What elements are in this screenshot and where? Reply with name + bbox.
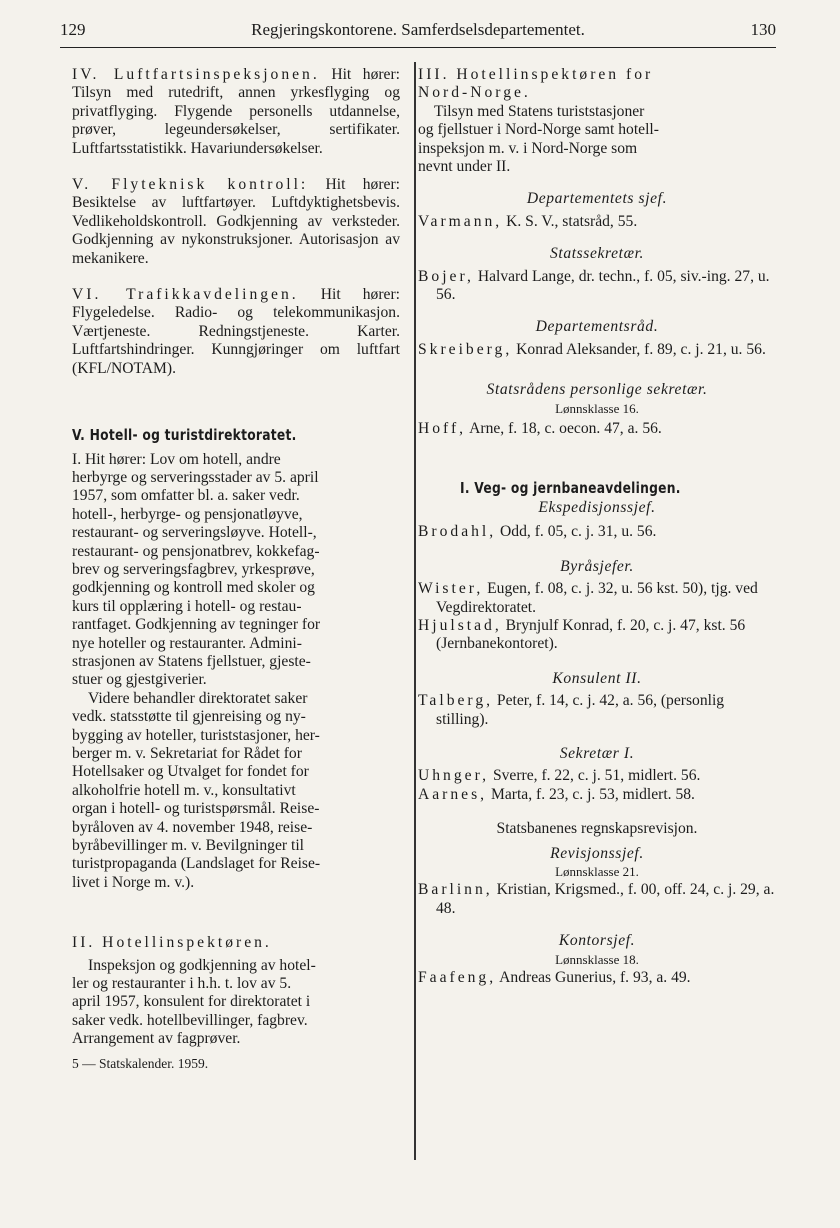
person-details: Konrad Aleksander, f. 89, c. j. 21, u. 56. bbox=[516, 340, 766, 358]
person-entry bbox=[418, 881, 776, 918]
person-details: Halvard Lange, dr. techn., f. 05, siv.-ing. 27, u. 56. bbox=[436, 267, 770, 304]
person-entry bbox=[418, 268, 776, 305]
title-kontorsjef: Kontorsjef. bbox=[558, 932, 636, 950]
person-name: Wister, bbox=[418, 580, 484, 598]
section-heading: VI. Trafikkavdelingen. bbox=[72, 286, 299, 304]
text-line: Tilsyn med Statens turiststasjoner bbox=[434, 102, 645, 120]
text-line: saker vedk. hotellbevillinger, fagbrev. bbox=[72, 1011, 308, 1029]
hotellinspektoren-text bbox=[72, 957, 400, 1049]
running-title: Regjeringskontorene. Samferdselsdepartementet. bbox=[251, 20, 585, 39]
person-details: Odd, f. 05, c. j. 31, u. 56. bbox=[500, 523, 657, 541]
title-konsulent: Konsulent II. bbox=[552, 669, 642, 687]
header-rule bbox=[60, 47, 776, 48]
text-line: turistpropaganda (Landslaget for Reise- bbox=[72, 855, 321, 873]
right-column bbox=[418, 66, 776, 987]
person-entry bbox=[418, 420, 776, 438]
nord-norge-text bbox=[418, 103, 776, 177]
title-revisjonssjef: Revisjonssjef. bbox=[550, 844, 644, 862]
chapter-heading-hotell: V. Hotell- og turistdirektoratet. bbox=[72, 426, 297, 445]
salary-class: Lønnsklasse 16. bbox=[555, 400, 639, 416]
person-entry bbox=[418, 617, 776, 654]
text-line: bygging av hoteller, turiststasjoner, her- bbox=[72, 726, 320, 744]
hotell-paragraph-2 bbox=[72, 690, 400, 708]
person-name: Barlinn, bbox=[418, 881, 493, 899]
section-heading-nord-norge bbox=[418, 66, 776, 103]
hotell-paragraph-2-cont bbox=[72, 708, 400, 892]
text-line: Videre behandler direktoratet saker bbox=[88, 689, 308, 707]
person-name: Uhnger, bbox=[418, 767, 490, 785]
page-footer: 5 — Statskalender. 1959. bbox=[72, 1055, 209, 1071]
heading-regnskapsrevisjon: Statsbanenes regnskapsrevisjon. bbox=[496, 820, 698, 838]
title-ekspedisjonssjef: Ekspedisjonssjef. bbox=[538, 498, 656, 516]
person-entry bbox=[418, 523, 776, 541]
page-number-right: 130 bbox=[750, 20, 776, 39]
person-details: Sverre, f. 22, c. j. 51, midlert. 56. bbox=[492, 767, 701, 785]
person-name: Bojer, bbox=[418, 267, 474, 285]
title-personlig-sekretaer: Statsrådens personlige sekretær. bbox=[486, 381, 708, 399]
section-body: Hit hører: Flygeledelse. Radio- og telekommunikasjon. Værtjeneste. Redningstjeneste. Karter. Luftfartshindringer. Kunngjøringer om luftfart (KFL/NOTAM). bbox=[72, 286, 400, 377]
section-heading: V. Flyteknisk kontroll: bbox=[72, 176, 309, 194]
hotell-paragraph-1 bbox=[72, 451, 400, 690]
section-trafikkavdelingen bbox=[72, 286, 400, 378]
text-line: inspeksjon m. v. i Nord-Norge som bbox=[418, 139, 638, 157]
text-line: byråbevillinger m. v. Bevilgninger til bbox=[72, 837, 304, 855]
text-line: kurs til opplæring i hotell- og restau- bbox=[72, 597, 302, 615]
person-details: K. S. V., statsråd, 55. bbox=[506, 212, 638, 230]
salary-class: Lønnsklasse 21. bbox=[555, 864, 639, 879]
person-entry bbox=[418, 692, 776, 729]
person-name: Hjulstad, bbox=[418, 616, 502, 634]
section-heading-hotellinspektoren: II. Hotellinspektøren. bbox=[72, 934, 272, 952]
person-details: Andreas Gunerius, f. 93, a. 49. bbox=[499, 969, 691, 987]
title-sekretaer: Sekretær I. bbox=[559, 744, 635, 762]
person-entry bbox=[418, 341, 776, 359]
person-entry bbox=[418, 786, 776, 804]
text-line: april 1957, konsulent for direktoratet i bbox=[72, 993, 311, 1011]
text-line: Arrangement av fagprøver. bbox=[72, 1030, 241, 1048]
text-line: livet i Norge m. v.). bbox=[72, 873, 195, 891]
text-line: rantfaget. Godkjenning av tegninger for bbox=[72, 616, 321, 634]
section-flyteknisk-kontroll bbox=[72, 176, 400, 268]
text-line: hotell-, herbyrge- og pensjonatløyve, bbox=[72, 505, 303, 523]
heading-line: III. Hotellinspektøren for bbox=[418, 66, 654, 83]
text-line: restaurant- og pensjonatbrev, kokkefag- bbox=[72, 542, 320, 560]
text-line: godkjenning og kontroll med skoler og bbox=[72, 579, 315, 597]
text-line: berger m. v. Sekretariat for Rådet for bbox=[72, 745, 302, 762]
text-line: stuer og gjestgiverier. bbox=[72, 671, 207, 689]
left-column bbox=[72, 66, 400, 1073]
person-entry bbox=[418, 767, 776, 785]
person-entry bbox=[418, 580, 776, 617]
text-line: byråloven av 4. november 1948, reise- bbox=[72, 818, 313, 836]
person-details: Eugen, f. 08, c. j. 32, u. 56 kst. 50), tjg. ved Vegdirektoratet. bbox=[436, 580, 758, 616]
person-name: Faafeng, bbox=[418, 969, 497, 987]
text-line: ler og restauranter i h.h. t. lov av 5. bbox=[72, 975, 292, 993]
title-departementets-sjef: Departementets sjef. bbox=[526, 190, 668, 208]
text-line: nevnt under II. bbox=[418, 158, 511, 176]
text-line: strasjonen av Statens fjellstuer, gjeste- bbox=[72, 652, 311, 670]
heading-line: Nord-Norge. bbox=[418, 84, 531, 102]
title-byrasjefer: Byråsjefer. bbox=[560, 557, 634, 575]
section-body: Hit hører: Tilsyn med rutedrift, annen yrkesflyging og privatflyging. Flygende personells utdannelse, prøver, legeundersøkelser, sertifikater. Luftfartsstatistikk. Havariundersøkelser. bbox=[72, 66, 401, 157]
title-statssekretaer: Statssekretær. bbox=[549, 245, 645, 263]
person-details: Brynjulf Konrad, f. 20, c. j. 47, kst. 56 (Jernbanekontoret). bbox=[436, 616, 746, 653]
text-line: I. Hit hører: Lov om hotell, andre bbox=[72, 450, 281, 468]
text-line: Inspeksjon og godkjenning av hotel- bbox=[88, 956, 316, 974]
person-details: Peter, f. 14, c. j. 42, a. 56, (personlig stilling). bbox=[436, 692, 725, 728]
salary-class: Lønnsklasse 18. bbox=[555, 951, 639, 967]
chapter-heading-veg-jernbane: I. Veg- og jernbaneavdelingen. bbox=[460, 478, 681, 497]
text-line: vedk. statsstøtte til gjenreising og ny- bbox=[72, 708, 306, 726]
text-line: herbyrge og serveringsstader av 5. april bbox=[72, 468, 319, 486]
text-line: organ i hotell- og turistspørsmål. Reise- bbox=[72, 800, 320, 818]
text-line: 1957, som omfatter bl. a. saker vedr. bbox=[72, 487, 300, 505]
person-details: Arne, f. 18, c. oecon. 47, a. 56. bbox=[469, 420, 662, 438]
title-departementsrad: Departementsråd. bbox=[535, 318, 659, 336]
person-name: Talberg, bbox=[418, 692, 494, 710]
person-entry bbox=[418, 969, 776, 987]
text-line: nye hoteller og restauranter. Admini- bbox=[72, 634, 302, 652]
person-name: Aarnes, bbox=[418, 785, 488, 803]
text-line: alkoholfrie hotell m. v., konsultativt bbox=[72, 781, 296, 799]
text-line: og fjellstuer i Nord-Norge samt hotell- bbox=[418, 121, 659, 139]
person-name: Varmann, bbox=[418, 212, 503, 230]
column-divider bbox=[414, 62, 416, 1160]
section-heading: IV. Luftfartsinspeksjonen. bbox=[72, 66, 320, 83]
person-name: Brodahl, bbox=[418, 523, 497, 541]
page-header bbox=[60, 20, 776, 44]
page-number-left: 129 bbox=[60, 20, 86, 39]
section-body: Hit hører: Besiktelse av luftfartøyer. Luftdyktighetsbevis. Vedlikeholdskontroll. Godkjenning av verksteder. Godkjenning av nykonstruksjoner. Autorisasjon av mekanikere. bbox=[72, 176, 400, 267]
text-line: Hotellsaker og Utvalget for fondet for bbox=[72, 763, 309, 781]
text-line: restaurant- og serveringsløyve. Hotell-, bbox=[72, 524, 317, 542]
text-line: brev og serveringsfagbrev, yrkesprøve, bbox=[72, 560, 315, 578]
person-details: Marta, f. 23, c. j. 53, midlert. 58. bbox=[490, 785, 695, 803]
person-name: Skreiberg, bbox=[418, 340, 513, 358]
section-luftfartsinspeksjonen bbox=[72, 66, 400, 158]
person-details: Kristian, Krigsmed., f. 00, off. 24, c. j. 29, a. 48. bbox=[436, 881, 775, 917]
person-entry bbox=[418, 213, 776, 231]
person-name: Hoff, bbox=[418, 420, 467, 438]
